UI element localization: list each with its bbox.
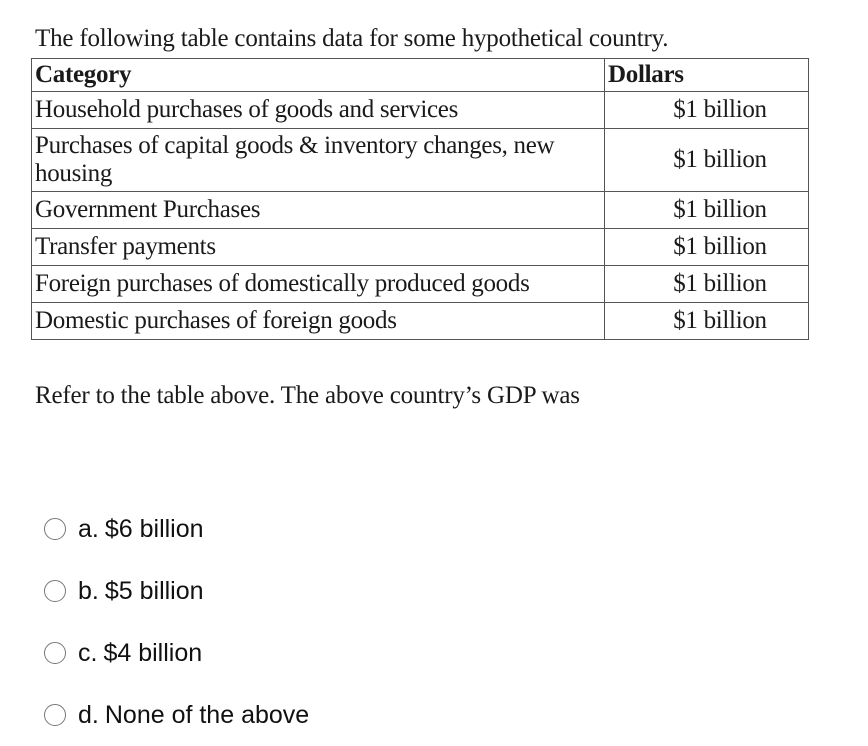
table-row <box>32 266 809 303</box>
row-value: $1 billion <box>605 192 809 229</box>
header-dollars: Dollars <box>605 59 809 92</box>
radio-button[interactable] <box>44 704 66 726</box>
row-value: $1 billion <box>605 266 809 303</box>
option-letter: a. <box>78 514 99 543</box>
table-row <box>32 303 809 340</box>
radio-button[interactable] <box>44 580 66 602</box>
table-header-row <box>32 59 809 92</box>
header-category: Category <box>32 59 605 92</box>
option-text: $5 billion <box>104 576 204 605</box>
option-letter: d. <box>78 700 99 729</box>
row-category: Transfer payments <box>32 229 605 266</box>
radio-button[interactable] <box>44 518 66 540</box>
question-text: Refer to the table above. The above country’s GDP was <box>35 382 580 409</box>
table-row <box>32 129 809 192</box>
radio-button[interactable] <box>44 642 66 664</box>
data-table <box>31 58 809 340</box>
row-category: Purchases of capital goods & inventory changes, new housing <box>32 129 605 192</box>
option-c[interactable] <box>44 622 309 684</box>
option-b[interactable] <box>44 560 309 622</box>
option-a[interactable] <box>44 498 309 560</box>
row-category: Domestic purchases of foreign goods <box>32 303 605 340</box>
row-category: Household purchases of goods and services <box>32 92 605 129</box>
row-value: $1 billion <box>605 303 809 340</box>
option-text: $4 billion <box>103 638 203 667</box>
row-category: Foreign purchases of domestically produced goods <box>32 266 605 303</box>
row-value: $1 billion <box>605 92 809 129</box>
row-category: Government Purchases <box>32 192 605 229</box>
option-letter: c. <box>78 638 98 667</box>
option-letter: b. <box>78 576 99 605</box>
table-row <box>32 192 809 229</box>
row-value: $1 billion <box>605 129 809 192</box>
table-row <box>32 229 809 266</box>
intro-text: The following table contains data for some hypothetical country. <box>35 25 669 52</box>
option-d[interactable] <box>44 684 309 746</box>
option-text: None of the above <box>104 700 310 729</box>
table-row <box>32 92 809 129</box>
row-value: $1 billion <box>605 229 809 266</box>
answer-options <box>44 498 309 746</box>
option-text: $6 billion <box>104 514 204 543</box>
